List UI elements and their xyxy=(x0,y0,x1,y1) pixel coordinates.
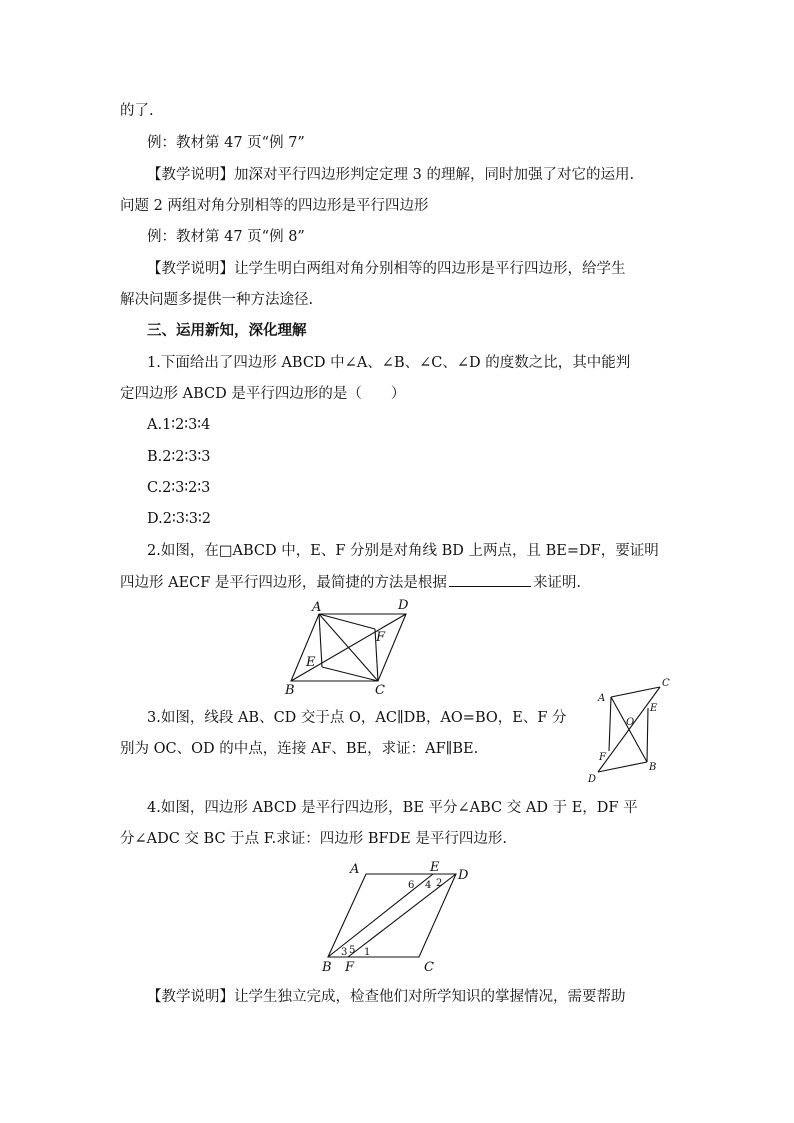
angle-label-3: 3 xyxy=(341,947,348,958)
question-2-line: 2.如图，在□ABCD 中，E、F 分别是对角线 BD 上两点，且 BE=DF，要证明 xyxy=(147,543,659,559)
text-line: 解决问题多提供一种方法途径. xyxy=(120,292,314,308)
angle-label-6: 6 xyxy=(408,880,415,891)
question-1-line: 1.下面给出了四边形 ABCD 中∠A、∠B、∠C、∠D 的度数之比，其中能判 xyxy=(147,355,631,371)
label-o: O xyxy=(626,717,635,728)
label-d: D xyxy=(398,598,409,613)
label-e: E xyxy=(306,655,316,670)
figure-parallelogram-aecf xyxy=(280,595,420,700)
figure-parallelogram-bfde xyxy=(318,857,468,977)
text-line: 【教学说明】让学生独立完成，检查他们对所学知识的掌握情况，需要帮助 xyxy=(147,989,626,1005)
angle-label-2: 2 xyxy=(436,878,443,889)
label-a: A xyxy=(598,693,606,704)
label-b: B xyxy=(649,762,657,773)
question-1-line: 定四边形 ABCD 是平行四边形的是（ ） xyxy=(120,386,406,402)
text-line: 问题 2 两组对角分别相等的四边形是平行四边形 xyxy=(120,198,429,214)
label-b: B xyxy=(322,960,332,975)
question-3-line: 3.如图，线段 AB、CD 交于点 O，AC∥DB，AO=BO，E、F 分 xyxy=(147,710,567,726)
angle-label-4: 4 xyxy=(425,880,432,891)
label-a: A xyxy=(312,600,322,615)
label-f: F xyxy=(376,630,386,645)
question-3-line: 别为 OC、OD 的中点，连接 AF、BE，求证：AF∥BE. xyxy=(120,741,479,757)
section-heading: 三、运用新知，深化理解 xyxy=(147,322,307,339)
label-a: A xyxy=(350,862,360,877)
label-c: C xyxy=(424,960,434,975)
label-c: C xyxy=(662,678,670,689)
question-4-line: 4.如图，四边形 ABCD 是平行四边形，BE 平分∠ABC 交 AD 于 E，DF 平 xyxy=(147,800,638,816)
question-4-line: 分∠ADC 交 BC 于点 F.求证：四边形 BFDE 是平行四边形. xyxy=(120,831,507,847)
label-e: E xyxy=(430,860,440,875)
label-f: F xyxy=(599,752,606,763)
label-e: E xyxy=(650,703,658,714)
text-line: 例：教材第 47 页“例 8” xyxy=(147,229,305,245)
angle-label-5: 5 xyxy=(349,945,356,956)
question-2-text: 四边形 AECF 是平行四边形，最简捷的方法是根据 xyxy=(120,575,447,591)
label-d: D xyxy=(588,774,597,785)
label-c: C xyxy=(375,683,385,698)
text-line: 【教学说明】加深对平行四边形判定定理 3 的理解，同时加强了对它的运用. xyxy=(147,167,635,183)
angle-label-1: 1 xyxy=(364,947,371,958)
label-d: D xyxy=(458,868,468,883)
option-a: A.1∶2∶3∶4 xyxy=(147,417,211,433)
label-f: F xyxy=(345,960,355,975)
question-2-text: 来证明. xyxy=(532,575,582,591)
option-c: C.2∶3∶2∶3 xyxy=(147,480,211,496)
question-2-line xyxy=(120,572,581,593)
label-b: B xyxy=(285,683,295,698)
answer-blank xyxy=(449,572,531,587)
figure-segments-ab-cd xyxy=(585,672,675,787)
text-line: 【教学说明】让学生明白两组对角分别相等的四边形是平行四边形，给学生 xyxy=(147,261,626,277)
text-line: 例：教材第 47 页“例 7” xyxy=(147,135,305,151)
option-b: B.2∶2∶3∶3 xyxy=(147,449,211,465)
text-line: 的了. xyxy=(120,103,154,119)
option-d: D.2∶3∶3∶2 xyxy=(147,511,211,527)
